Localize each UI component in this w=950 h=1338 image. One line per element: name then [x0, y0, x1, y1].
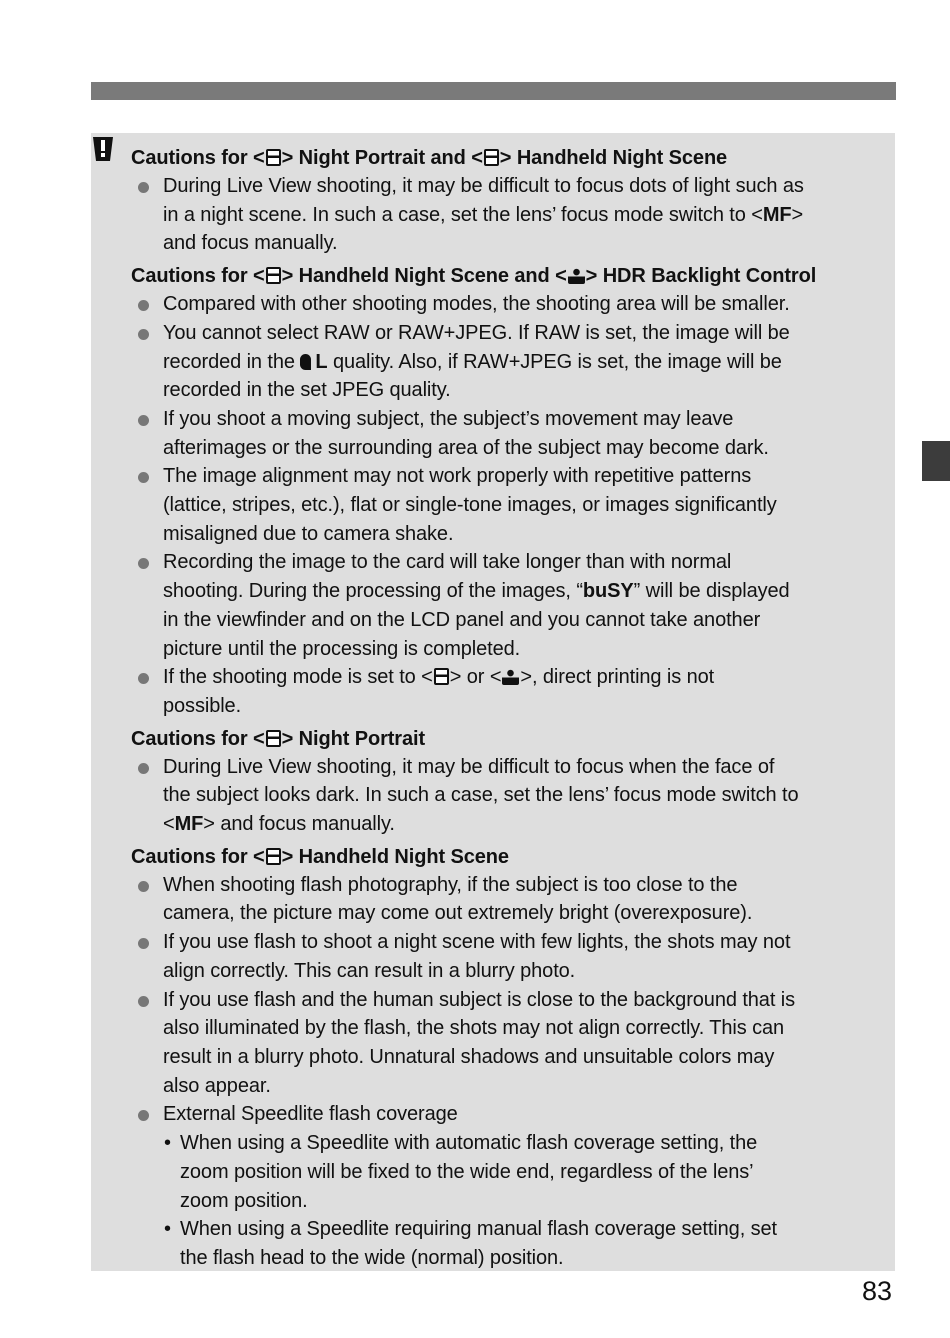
- list-item: External Speedlite flash coverage: [131, 1100, 895, 1129]
- bullet-dot: [138, 996, 149, 1007]
- section-handheld-hdr: [131, 262, 895, 721]
- quality-large-icon: [300, 354, 311, 370]
- section-heading: Cautions for < > Night Portrait: [131, 727, 426, 750]
- bullet-dot: [138, 329, 149, 340]
- bullet-dot: [138, 881, 149, 892]
- section-heading: Cautions for < > Night Portrait and < > Handheld Night Scene: [131, 147, 728, 169]
- list-item: Compared with other shooting modes, the shooting area will be smaller.: [131, 290, 895, 319]
- section-heading: Cautions for < > Handheld Night Scene and < > HDR Backlight Control: [131, 265, 817, 288]
- sub-bullet-marker: •: [164, 1132, 171, 1155]
- section-night-portrait: [131, 725, 895, 839]
- chapter-tab: [922, 441, 950, 481]
- list-item: The image alignment may not work properly with repetitive patterns (lattice, stripes, etc.), flat or single-tone images, or images significantly misaligned due to camera shake.: [131, 462, 895, 548]
- night-portrait-icon: [266, 149, 281, 166]
- sub-bullet-marker: •: [164, 1218, 171, 1241]
- hdr-backlight-icon: [568, 267, 585, 284]
- header-bar: [91, 82, 896, 100]
- bullet-dot: [138, 1110, 149, 1121]
- bullet-dot: [138, 415, 149, 426]
- bullet-dot: [138, 472, 149, 483]
- list-item: When shooting flash photography, if the subject is too close to the camera, the picture may come out extremely bright (overexposure).: [131, 871, 895, 928]
- bullet-dot: [138, 558, 149, 569]
- list-item: You cannot select RAW or RAW+JPEG. If RAW is set, the image will be recorded in the L quality. Also, if RAW+JPEG is set, the image will be recorded in the set JPEG quality.: [131, 319, 895, 405]
- bullet-dot: [138, 182, 149, 193]
- section-night-portrait-handheld: [131, 144, 895, 258]
- handheld-night-scene-icon: [266, 848, 281, 865]
- sub-list-item: • When using a Speedlite with automatic flash coverage setting, the zoom position will be fixed to the wide end, regardless of the lens’ zoom position.: [131, 1129, 895, 1215]
- list-item: Recording the image to the card will take longer than with normal shooting. During the processing of the images, “buSY” will be displayed in the viewfinder and on the LCD panel and you cannot take another picture until the processing is completed.: [131, 548, 895, 663]
- bullet-dot: [138, 763, 149, 774]
- list-item: If the shooting mode is set to < > or < >, direct printing is not possible.: [131, 663, 895, 720]
- hdr-backlight-icon: [502, 668, 519, 685]
- handheld-night-scene-icon: [484, 149, 499, 166]
- handheld-night-scene-icon: [434, 668, 449, 685]
- section-handheld-night-scene: [131, 843, 895, 1273]
- bullet-dot: [138, 938, 149, 949]
- cautions-panel: [91, 133, 895, 1271]
- page-number: 83: [862, 1276, 893, 1306]
- sub-list-item: • When using a Speedlite requiring manual flash coverage setting, set the flash head to the wide (normal) position.: [131, 1215, 895, 1272]
- section-heading: Cautions for < > Handheld Night Scene: [131, 845, 509, 868]
- handheld-night-scene-icon: [266, 267, 281, 284]
- list-item: During Live View shooting, it may be difficult to focus when the face of the subject looks dark. In such a case, set the lens’ focus mode switch to <MF> and focus manually.: [131, 753, 895, 839]
- caution-icon: [89, 135, 117, 161]
- list-item: If you shoot a moving subject, the subject’s movement may leave afterimages or the surrounding area of the subject may become dark.: [131, 405, 895, 462]
- list-item: During Live View shooting, it may be difficult to focus dots of light such as in a night scene. In such a case, set the lens’ focus mode switch to <MF> and focus manually.: [131, 172, 895, 258]
- night-portrait-icon: [266, 730, 281, 747]
- list-item: If you use flash to shoot a night scene with few lights, the shots may not align correctly. This can result in a blurry photo.: [131, 928, 895, 985]
- list-item: If you use flash and the human subject is close to the background that is also illuminated by the flash, the shots may not align correctly. This can result in a blurry photo. Unnatural shadows and unsuitable colors may also appear.: [131, 986, 895, 1101]
- bullet-dot: [138, 300, 149, 311]
- bullet-dot: [138, 673, 149, 684]
